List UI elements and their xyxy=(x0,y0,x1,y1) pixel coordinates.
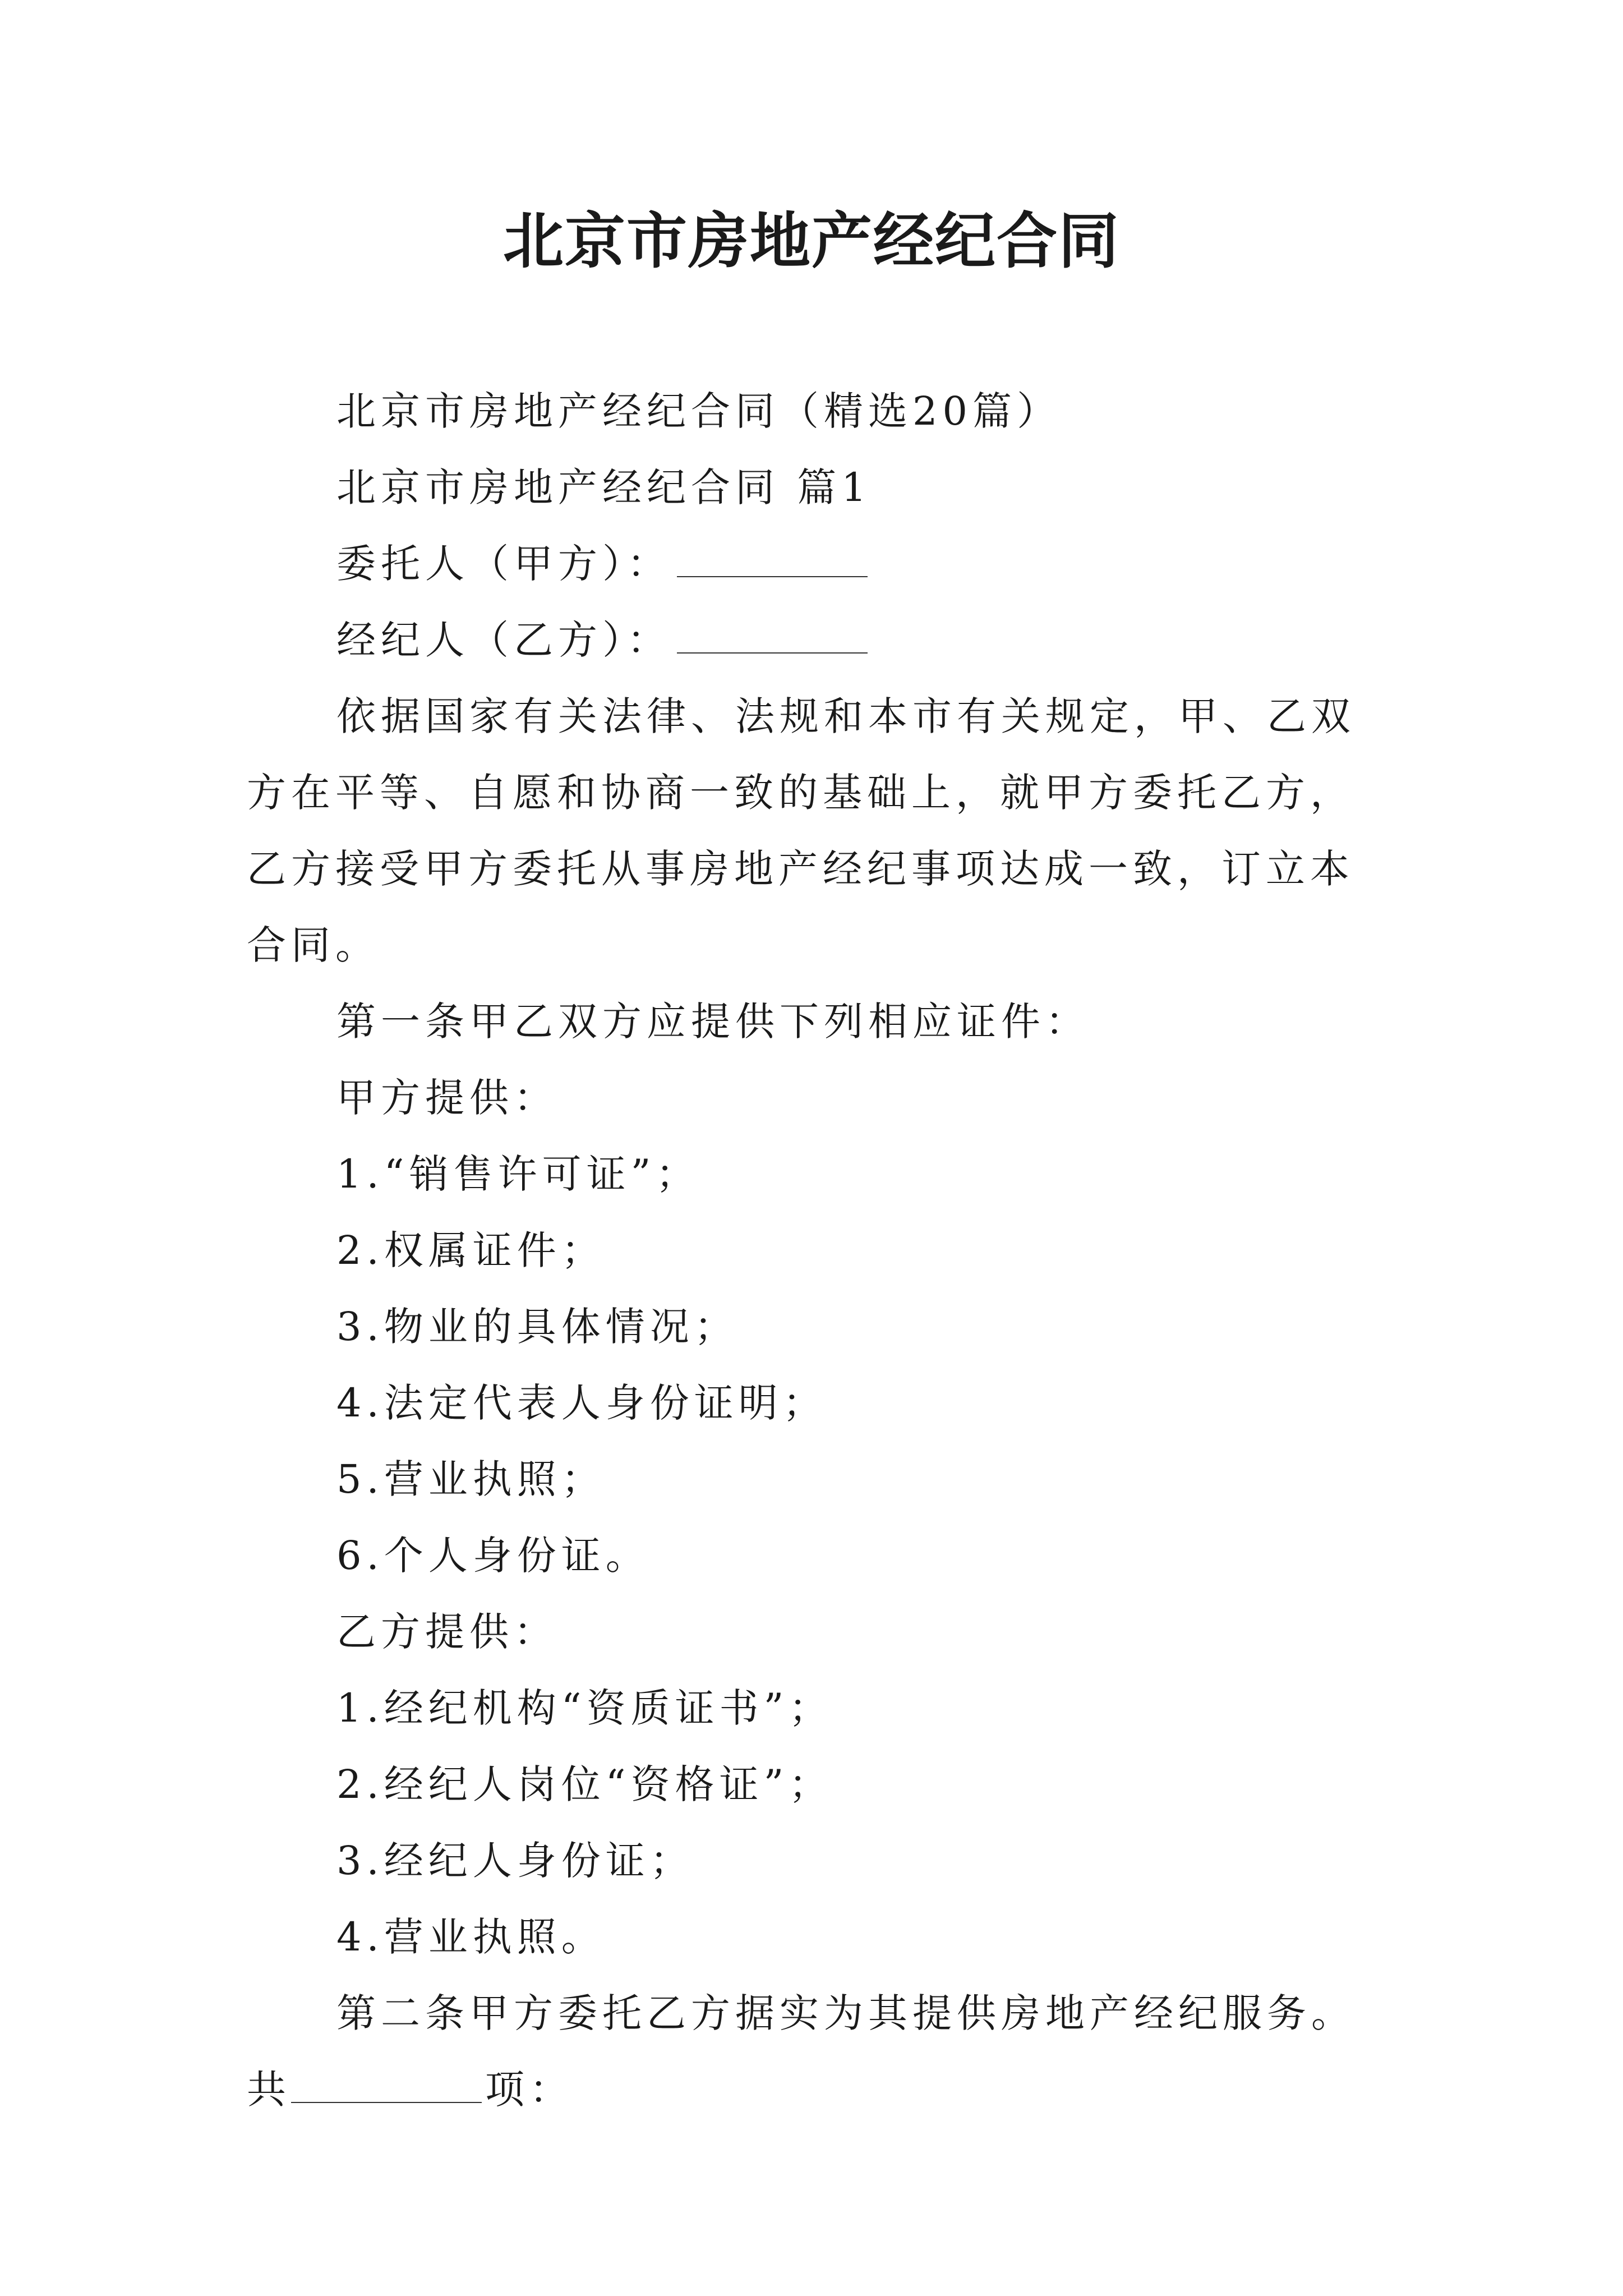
document-title: 北京市房地产经纪合同 xyxy=(502,206,1120,277)
article-2-blank-line xyxy=(291,2069,482,2103)
paragraph-party-a xyxy=(247,526,1385,602)
list-item: 2.权属证件； xyxy=(336,1227,606,1273)
paragraph-article-1: 第一条甲乙双方应提供下列相应证件： xyxy=(336,999,1090,1045)
party-b-blank-line xyxy=(677,620,868,654)
list-item: 4.法定代表人身份证明； xyxy=(336,1380,827,1426)
party-a-label: 委托人（甲方）： xyxy=(336,541,671,587)
list-item: 4.营业执照。 xyxy=(336,1914,606,1960)
paragraph-party-a-provides: 甲方提供： xyxy=(336,1075,558,1121)
list-item: 3.经纪人身份证； xyxy=(336,1838,694,1884)
party-b-label: 经纪人（乙方）： xyxy=(336,617,671,663)
article-2-text: 第二条甲方委托乙方据实为其提供房地产经纪服务。共 xyxy=(247,1990,1355,2113)
document-body xyxy=(247,373,1385,2128)
list-item: 1.经纪机构“资质证书”； xyxy=(336,1685,833,1731)
list-item: 3.物业的具体情况； xyxy=(336,1304,739,1350)
paragraph-party-b xyxy=(247,602,1385,678)
paragraph-party-b-provides: 乙方提供： xyxy=(336,1609,558,1655)
list-item: 1.“销售许可证”； xyxy=(336,1151,700,1197)
article-2-suffix: 项： xyxy=(485,2067,574,2113)
list-item: 5.营业执照； xyxy=(336,1456,606,1502)
list-item: 6.个人身份证。 xyxy=(336,1533,650,1579)
paragraph-subtitle: 北京市房地产经纪合同（精选20篇） xyxy=(336,388,1062,434)
paragraph-section-heading: 北京市房地产经纪合同 篇1 xyxy=(336,464,872,510)
paragraph-article-2 xyxy=(247,1975,1385,2128)
party-a-blank-line xyxy=(677,544,868,577)
list-item: 2.经纪人岗位“资格证”； xyxy=(336,1761,833,1807)
paragraph-preamble: 依据国家有关法律、法规和本市有关规定，甲、乙双方在平等、自愿和协商一致的基础上，就甲方委托乙方，乙方接受甲方委托从事房地产经纪事项达成一致，订立本合同。 xyxy=(247,693,1355,968)
